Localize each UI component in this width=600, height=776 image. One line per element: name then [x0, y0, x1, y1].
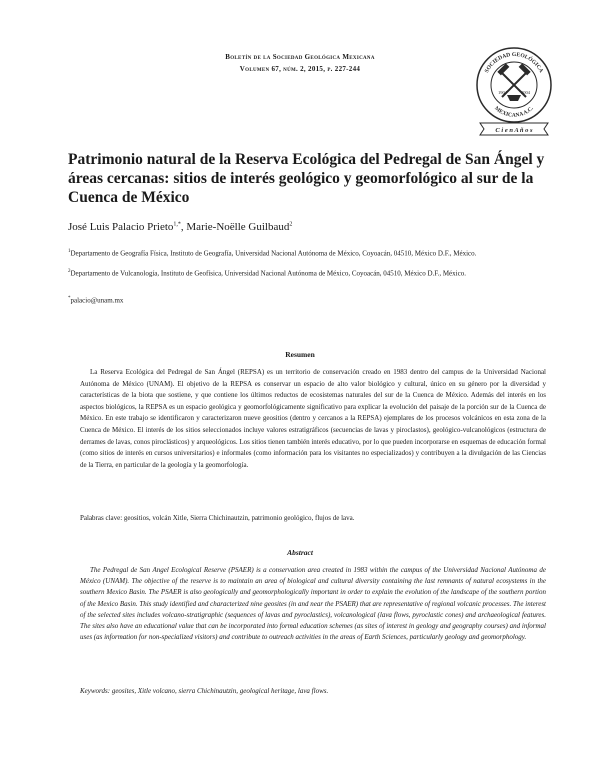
affiliation-1 — [68, 246, 546, 259]
keywords: Keywords: geosites, Xitle volcano, sierra Chichinautzin, geological heritage, lava flows. — [80, 687, 329, 695]
abstract-heading: Abstract — [287, 548, 313, 557]
abstract-text: The Pedregal de San Angel Ecological Reserve (PSAER) is a conservation area created in 1983 within the campus of the Universidad Nacional Autónoma de México (UNAM). The objective of the reserve is to maintain an area of biological and cultural diversity containing the last remnants of natural ecosystems in the southern Mexico Basin. The PSAER is also geologically and geomorphologically important in order to explain the evolution of the landscape of the southern portion of the Mexico Basin. This study identified and characterized nine geosites (in and near the PSAER) that are representative of regional volcanic processes. The interest of the selected sites includes volcano-stratigraphic (sequences of lavas and pyroclastics), volcanological (lava flows, pyroclastic cones) and archaeological features. The sites also have an educational value that can be incorporated into formal education schemes (as sites of interest in geology and geography courses) and informal uses (as information for non-specialized visitors) and contribute to outreach activities in the areas of Earth Sciences, particularly geology and geomorphology. — [80, 566, 546, 642]
article-title: Patrimonio natural de la Reserva Ecológica del Pedregal de San Ángel y áreas cercanas: sitios de interés geológico y geomorfológico al sur de la Cuenca de México — [68, 151, 545, 206]
svg-text:MEXICANA A.C. — [493, 105, 535, 119]
society-logo — [474, 45, 554, 137]
affiliation-mark: 1 — [68, 249, 71, 254]
logo-ring-top-text: SOCIEDAD GEOLÓGICA — [484, 51, 544, 74]
journal-header — [180, 51, 420, 75]
affiliation-mark: 2 — [68, 269, 71, 274]
resumen-text: La Reserva Ecológica del Pedregal de San Ángel (REPSA) es un territorio de conservación creado en 1983 dentro del campus de la Universidad Nacional Autónoma de México (UNAM). El objetivo de la REPSA es conservar un espacio de alto valor biológico y cultural, único en su género por la diversidad y características de la biota que sostiene, y que contiene los últimos reductos de ecosistemas naturales del sur de la Cuenca de México. Además del interés en los aspectos biológicos, la REPSA es un espacio geológica y geomorfológicamente significativo para explicar la evolución del paisaje de la porción sur de la Cuenca de México. En este trabajo se identificaron y caracterizaron nueve geositios (dentro y cercanos a la REPSA) ejemplares de los procesos volcánicos en esta zona de la Cuenca de México. El interés de los sitios seleccionados incluye valores estratigráficos (secuencias de lavas y piroclastos), geológico-vulcanológicos (estructura de derrames de lavas, conos piroclásticos) y arqueológicos. Los sitios tienen también interés educativo, por lo que pueden incorporarse en esquemas de educación formal (como sitios de interés en cursos universitarios) e informales (como información para los visitantes no especializados) y contribuyen a la divulgación de las Ciencias de la Tierra, en particular de la geología y la geomorfología. — [80, 368, 546, 469]
affiliation-text: Departamento de Geografía Física, Instituto de Geografía, Universidad Nacional Autónoma de México, Coyoacán, 04510, México D.F., México. — [70, 249, 477, 258]
palabras-clave: Palabras clave: geositios, volcán Xitle, Sierra Chichinautzin, patrimonio geológico, flujos de lava. — [80, 514, 355, 522]
correspondence-mark: * — [68, 296, 71, 301]
logo-ribbon: C i e n A ñ o s — [495, 127, 533, 134]
logo-year-right: 2004 — [521, 90, 530, 95]
email-link[interactable]: palacio@unam.mx — [70, 296, 124, 305]
author-1: José Luis Palacio Prieto — [68, 221, 174, 233]
logo-ring-bottom-text: MEXICANA A.C. — [493, 105, 535, 119]
correspondence — [68, 296, 123, 304]
logo-year-left: 1904 — [498, 90, 507, 95]
author-2-marks: 2 — [289, 221, 293, 228]
author-1-marks: 1,* — [173, 221, 181, 228]
journal-volume: Volumen 67, núm. 2, 2015, p. 227-244 — [239, 65, 361, 73]
author-separator: , — [180, 221, 187, 233]
affiliation-text: Departamento de Vulcanología, Instituto de Geofísica, Universidad Nacional Autónoma de México, Coyoacán, 04510, México D.F., México. — [70, 269, 466, 278]
author-line — [68, 221, 292, 233]
resumen-heading: Resumen — [285, 350, 315, 359]
author-2: Marie-Noëlle Guilbaud — [186, 221, 290, 233]
affiliation-2 — [68, 266, 546, 279]
journal-name: Boletín de la Sociedad Geológica Mexicana — [225, 53, 375, 61]
